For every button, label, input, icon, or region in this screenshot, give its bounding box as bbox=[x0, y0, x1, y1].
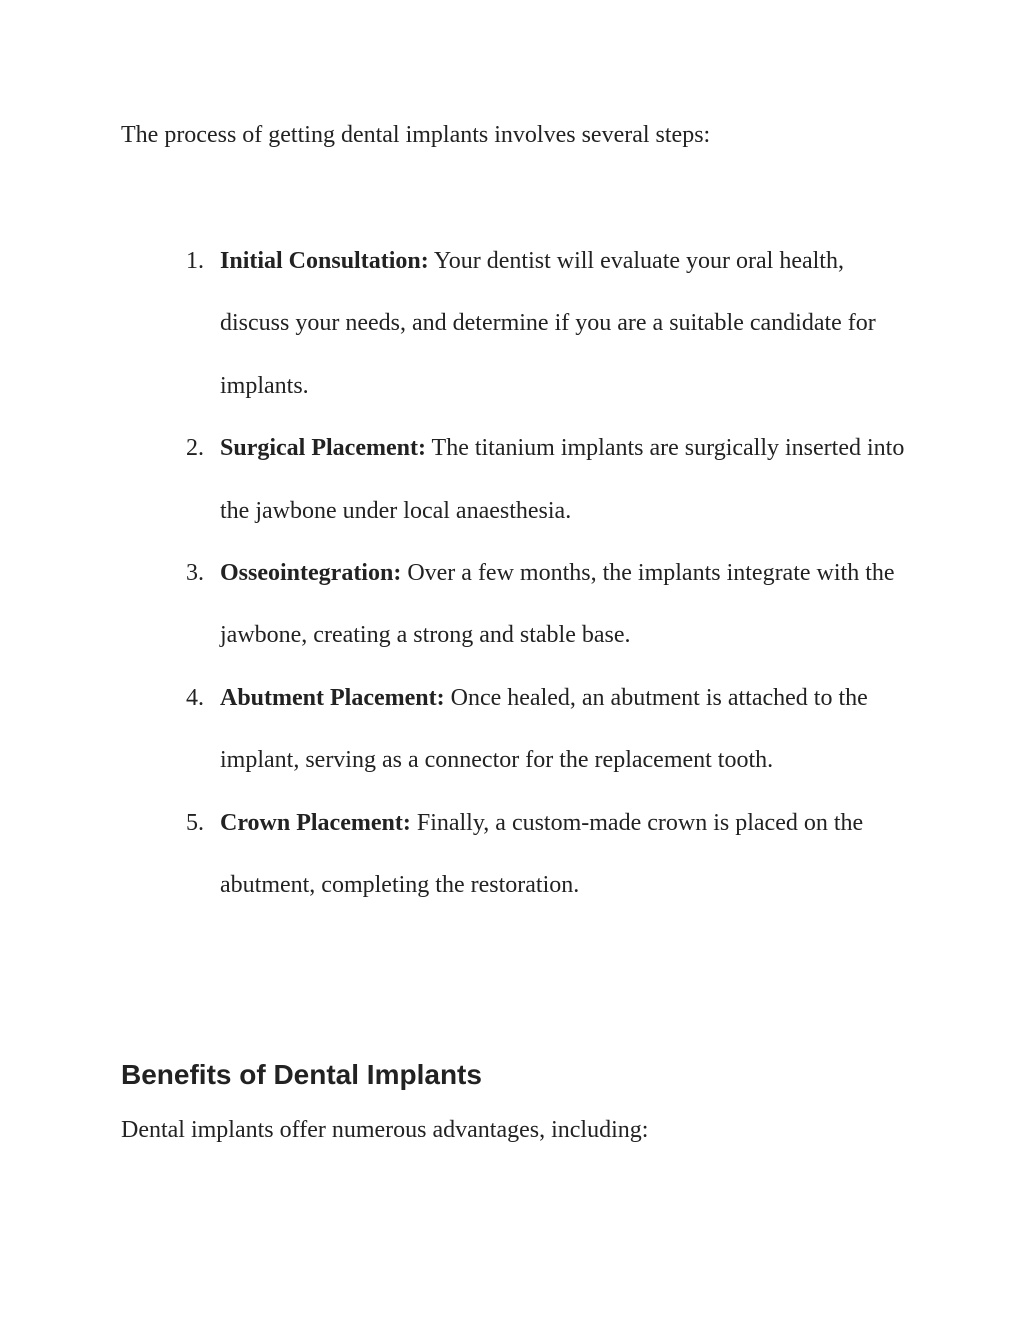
intro-paragraph: The process of getting dental implants involves several steps: bbox=[121, 122, 711, 148]
list-item bbox=[186, 230, 910, 417]
step-number: 4. bbox=[186, 684, 204, 711]
steps-list bbox=[186, 230, 910, 916]
step-text: Your dentist will evaluate your oral health, discuss your needs, and determine if you are a suitable candidate for implants. bbox=[220, 248, 876, 399]
step-title: Initial Consultation: bbox=[220, 248, 429, 274]
step-text: The titanium implants are surgically inserted into the jawbone under local anaesthesia. bbox=[220, 435, 905, 524]
step-title: Abutment Placement: bbox=[220, 684, 445, 711]
step-title: Crown Placement: bbox=[220, 809, 411, 836]
step-number: 2. bbox=[186, 435, 204, 462]
step-text: Once healed, an abutment is attached to the implant, serving as a connector for the replacement tooth. bbox=[220, 684, 868, 774]
step-number: 1. bbox=[186, 248, 204, 274]
list-item bbox=[186, 417, 910, 542]
step-number: 5. bbox=[186, 809, 204, 836]
step-number: 3. bbox=[186, 560, 204, 587]
step-title: Surgical Placement: bbox=[220, 435, 426, 462]
step-text: Finally, a custom-made crown is placed on the abutment, completing the restoration. bbox=[220, 809, 864, 899]
step-text: Over a few months, the implants integrate with the jawbone, creating a strong and stable base. bbox=[220, 560, 895, 649]
list-item bbox=[186, 667, 910, 792]
list-item bbox=[186, 542, 910, 667]
list-item bbox=[186, 792, 910, 917]
step-title: Osseointegration: bbox=[220, 560, 402, 587]
section-heading: Benefits of Dental Implants bbox=[121, 1059, 482, 1090]
benefits-intro-paragraph: Dental implants offer numerous advantages, including: bbox=[121, 1117, 649, 1143]
